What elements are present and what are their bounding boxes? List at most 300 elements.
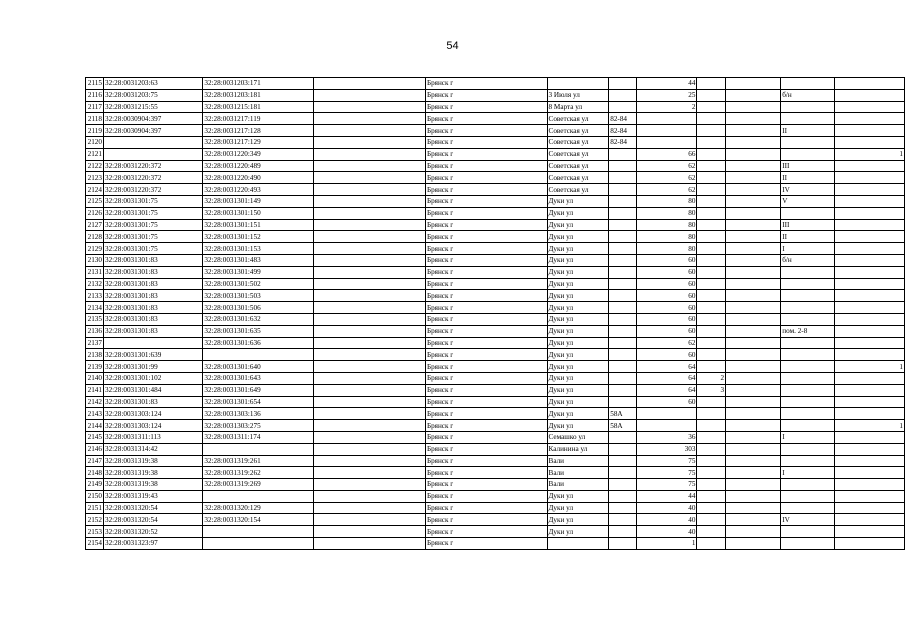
house-cell [609, 278, 637, 290]
house-cell [609, 160, 637, 172]
empty-cell [313, 455, 425, 467]
row-number-cell: 2118 [86, 113, 104, 125]
table-row [86, 372, 905, 384]
premises-cell: пом. 2-8 [781, 325, 835, 337]
building-cadastral-cell: 32:28:0031301:149 [203, 195, 313, 207]
street-cell: Дуки ул [547, 502, 609, 514]
table-row [86, 148, 905, 160]
building-cadastral-cell: 32:28:0031217:129 [203, 136, 313, 148]
premises-cell: IV [781, 514, 835, 526]
table-row [86, 207, 905, 219]
premises-cell: I [781, 431, 835, 443]
house-cell [609, 243, 637, 255]
row-number-cell: 2123 [86, 172, 104, 184]
cadastral-number-cell: 32:28:0031301:83 [103, 254, 202, 266]
house-cell [609, 101, 637, 113]
cadastral-number-cell: 32:28:0031314:42 [103, 443, 202, 455]
apartment-cell: 1 [834, 361, 904, 373]
table-row [86, 443, 905, 455]
city-cell: Брянск г [425, 89, 547, 101]
row-number-cell: 2149 [86, 479, 104, 491]
building-cadastral-cell: 32:28:0031301:640 [203, 361, 313, 373]
house-number-cell: 60 [637, 313, 697, 325]
empty-cell [313, 384, 425, 396]
empty-cell [726, 337, 781, 349]
premises-cell [781, 101, 835, 113]
cadastral-number-cell: 32:28:0031320:52 [103, 526, 202, 538]
building-cell [697, 526, 726, 538]
table-row [86, 101, 905, 113]
house-number-cell: 60 [637, 325, 697, 337]
table-row [86, 195, 905, 207]
house-number-cell: 60 [637, 278, 697, 290]
premises-cell [781, 113, 835, 125]
street-cell: Советская ул [547, 184, 609, 196]
city-cell: Брянск г [425, 538, 547, 550]
house-cell [609, 313, 637, 325]
row-number-cell: 2142 [86, 396, 104, 408]
cadastral-number-cell: 32:28:0031303:124 [103, 408, 202, 420]
empty-cell [726, 349, 781, 361]
table-row [86, 384, 905, 396]
premises-cell: V [781, 195, 835, 207]
street-cell: Дуки ул [547, 195, 609, 207]
building-cadastral-cell: 32:28:0031220:349 [203, 148, 313, 160]
premises-cell: II [781, 125, 835, 137]
house-cell [609, 184, 637, 196]
row-number-cell: 2125 [86, 195, 104, 207]
table-row [86, 490, 905, 502]
row-number-cell: 2138 [86, 349, 104, 361]
building-cadastral-cell: 32:28:0031301:503 [203, 290, 313, 302]
row-number-cell: 2121 [86, 148, 104, 160]
building-cell [697, 278, 726, 290]
premises-cell [781, 278, 835, 290]
row-number-cell: 2136 [86, 325, 104, 337]
row-number-cell: 2139 [86, 361, 104, 373]
building-cell [697, 325, 726, 337]
empty-cell [313, 361, 425, 373]
city-cell: Брянск г [425, 172, 547, 184]
empty-cell [313, 372, 425, 384]
row-number-cell: 2140 [86, 372, 104, 384]
house-cell: 82-84 [609, 125, 637, 137]
house-cell: 82-84 [609, 136, 637, 148]
building-cell [697, 89, 726, 101]
empty-cell [313, 467, 425, 479]
empty-cell [726, 184, 781, 196]
building-cell [697, 243, 726, 255]
street-cell: Дуки ул [547, 490, 609, 502]
apartment-cell [834, 136, 904, 148]
apartment-cell [834, 538, 904, 550]
building-cadastral-cell: 32:28:0031215:181 [203, 101, 313, 113]
street-cell: Дуки ул [547, 337, 609, 349]
cadastral-number-cell: 32:28:0031301:83 [103, 325, 202, 337]
table-row [86, 526, 905, 538]
apartment-cell [834, 408, 904, 420]
apartment-cell [834, 349, 904, 361]
row-number-cell: 2147 [86, 455, 104, 467]
building-cell [697, 313, 726, 325]
building-cadastral-cell: 32:28:0031217:119 [203, 113, 313, 125]
city-cell: Брянск г [425, 136, 547, 148]
apartment-cell [834, 443, 904, 455]
apartment-cell [834, 78, 904, 90]
cadastral-number-cell: 32:28:0030904:397 [103, 113, 202, 125]
street-cell: Семашко ул [547, 431, 609, 443]
row-number-cell: 2132 [86, 278, 104, 290]
house-cell [609, 172, 637, 184]
cadastral-number-cell: 32:28:0031301:639 [103, 349, 202, 361]
apartment-cell [834, 490, 904, 502]
house-cell [609, 361, 637, 373]
apartment-cell [834, 278, 904, 290]
apartment-cell [834, 160, 904, 172]
empty-cell [726, 219, 781, 231]
city-cell: Брянск г [425, 101, 547, 113]
house-number-cell: 64 [637, 361, 697, 373]
house-cell [609, 443, 637, 455]
row-number-cell: 2124 [86, 184, 104, 196]
apartment-cell: 1 [834, 148, 904, 160]
apartment-cell [834, 325, 904, 337]
empty-cell [313, 254, 425, 266]
empty-cell [313, 113, 425, 125]
house-number-cell: 60 [637, 266, 697, 278]
empty-cell [726, 538, 781, 550]
house-cell [609, 337, 637, 349]
empty-cell [726, 490, 781, 502]
apartment-cell [834, 89, 904, 101]
table-body [86, 78, 905, 550]
street-cell: Калинина ул [547, 443, 609, 455]
house-number-cell: 75 [637, 479, 697, 491]
city-cell: Брянск г [425, 408, 547, 420]
building-cell [697, 101, 726, 113]
row-number-cell: 2134 [86, 302, 104, 314]
building-cell [697, 78, 726, 90]
cadastral-number-cell: 32:28:0031301:83 [103, 396, 202, 408]
cadastral-number-cell: 32:28:0031319:38 [103, 455, 202, 467]
cadastral-number-cell: 32:28:0031303:124 [103, 420, 202, 432]
premises-cell [781, 384, 835, 396]
empty-cell [726, 136, 781, 148]
row-number-cell: 2119 [86, 125, 104, 137]
table-row [86, 361, 905, 373]
house-cell: 58А [609, 408, 637, 420]
building-cadastral-cell: 32:28:0031301:632 [203, 313, 313, 325]
house-cell [609, 266, 637, 278]
table-row [86, 243, 905, 255]
street-cell: Советская ул [547, 136, 609, 148]
apartment-cell [834, 219, 904, 231]
apartment-cell [834, 266, 904, 278]
row-number-cell: 2116 [86, 89, 104, 101]
city-cell: Брянск г [425, 302, 547, 314]
street-cell: Дуки ул [547, 408, 609, 420]
page-number: 54 [446, 40, 459, 52]
building-cell [697, 231, 726, 243]
table-row [86, 302, 905, 314]
empty-cell [313, 325, 425, 337]
building-cell [697, 337, 726, 349]
premises-cell: б/н [781, 89, 835, 101]
apartment-cell [834, 467, 904, 479]
building-cell [697, 502, 726, 514]
premises-cell [781, 266, 835, 278]
empty-cell [726, 443, 781, 455]
building-cell [697, 160, 726, 172]
empty-cell [313, 408, 425, 420]
cadastral-number-cell: 32:28:0031220:372 [103, 160, 202, 172]
apartment-cell [834, 514, 904, 526]
premises-cell [781, 78, 835, 90]
premises-cell [781, 443, 835, 455]
row-number-cell: 2153 [86, 526, 104, 538]
building-cadastral-cell: 32:28:0031319:269 [203, 479, 313, 491]
empty-cell [313, 101, 425, 113]
empty-cell [726, 396, 781, 408]
cadastral-number-cell [103, 148, 202, 160]
street-cell: Дуки ул [547, 278, 609, 290]
premises-cell [781, 396, 835, 408]
empty-cell [313, 89, 425, 101]
empty-cell [726, 467, 781, 479]
city-cell: Брянск г [425, 384, 547, 396]
empty-cell [726, 526, 781, 538]
street-cell: Дуки ул [547, 207, 609, 219]
premises-cell [781, 313, 835, 325]
premises-cell [781, 420, 835, 432]
house-cell [609, 302, 637, 314]
table-row [86, 266, 905, 278]
building-cadastral-cell: 32:28:0031301:643 [203, 372, 313, 384]
city-cell: Брянск г [425, 479, 547, 491]
table-row [86, 219, 905, 231]
row-number-cell: 2141 [86, 384, 104, 396]
house-cell [609, 396, 637, 408]
empty-cell [726, 431, 781, 443]
empty-cell [726, 78, 781, 90]
city-cell: Брянск г [425, 231, 547, 243]
cadastral-number-cell: 32:28:0031220:372 [103, 184, 202, 196]
city-cell: Брянск г [425, 431, 547, 443]
apartment-cell [834, 313, 904, 325]
row-number-cell: 2144 [86, 420, 104, 432]
house-cell [609, 207, 637, 219]
house-cell: 82-84 [609, 113, 637, 125]
building-cadastral-cell: 32:28:0031320:129 [203, 502, 313, 514]
cadastral-number-cell: 32:28:0031319:38 [103, 467, 202, 479]
building-cell [697, 467, 726, 479]
cadastral-number-cell: 32:28:0031301:83 [103, 290, 202, 302]
building-cell [697, 538, 726, 550]
street-cell: Советская ул [547, 125, 609, 137]
building-cadastral-cell: 32:28:0031301:153 [203, 243, 313, 255]
empty-cell [313, 337, 425, 349]
city-cell: Брянск г [425, 443, 547, 455]
house-number-cell: 80 [637, 231, 697, 243]
street-cell: Дуки ул [547, 219, 609, 231]
house-cell [609, 219, 637, 231]
street-cell: Советская ул [547, 172, 609, 184]
premises-cell: IV [781, 184, 835, 196]
city-cell: Брянск г [425, 160, 547, 172]
house-cell [609, 514, 637, 526]
building-cell: 3 [697, 384, 726, 396]
row-number-cell: 2145 [86, 431, 104, 443]
empty-cell [313, 231, 425, 243]
premises-cell [781, 502, 835, 514]
building-cell [697, 172, 726, 184]
cadastral-number-cell: 32:28:0031203:75 [103, 89, 202, 101]
house-cell [609, 231, 637, 243]
house-number-cell: 75 [637, 467, 697, 479]
empty-cell [313, 290, 425, 302]
apartment-cell [834, 113, 904, 125]
cadastral-number-cell: 32:28:0031301:75 [103, 231, 202, 243]
building-cadastral-cell: 32:28:0031320:154 [203, 514, 313, 526]
street-cell: Дуки ул [547, 361, 609, 373]
apartment-cell [834, 207, 904, 219]
street-cell: Дуки ул [547, 372, 609, 384]
city-cell: Брянск г [425, 349, 547, 361]
empty-cell [313, 349, 425, 361]
street-cell: Советская ул [547, 160, 609, 172]
apartment-cell [834, 337, 904, 349]
apartment-cell [834, 254, 904, 266]
apartment-cell [834, 231, 904, 243]
table-row [86, 78, 905, 90]
building-cadastral-cell: 32:28:0031220:493 [203, 184, 313, 196]
street-cell: Дуки ул [547, 384, 609, 396]
empty-cell [313, 195, 425, 207]
table-row [86, 396, 905, 408]
row-number-cell: 2117 [86, 101, 104, 113]
cadastral-number-cell: 32:28:0031301:83 [103, 313, 202, 325]
building-cell [697, 219, 726, 231]
table-row [86, 325, 905, 337]
city-cell: Брянск г [425, 526, 547, 538]
row-number-cell: 2130 [86, 254, 104, 266]
building-cadastral-cell [203, 443, 313, 455]
apartment-cell [834, 372, 904, 384]
apartment-cell [834, 125, 904, 137]
cadastral-number-cell: 32:28:0030904:397 [103, 125, 202, 137]
premises-cell: б/н [781, 254, 835, 266]
cadastral-number-cell: 32:28:0031301:83 [103, 302, 202, 314]
empty-cell [313, 160, 425, 172]
building-cadastral-cell: 32:28:0031203:181 [203, 89, 313, 101]
building-cell [697, 361, 726, 373]
cadastral-number-cell: 32:28:0031301:75 [103, 195, 202, 207]
house-number-cell: 36 [637, 431, 697, 443]
empty-cell [726, 172, 781, 184]
street-cell: Вали [547, 467, 609, 479]
city-cell: Брянск г [425, 254, 547, 266]
building-cell [697, 443, 726, 455]
building-cadastral-cell: 32:28:0031303:275 [203, 420, 313, 432]
empty-cell [313, 125, 425, 137]
building-cell [697, 125, 726, 137]
empty-cell [313, 490, 425, 502]
building-cell [697, 420, 726, 432]
house-cell [609, 372, 637, 384]
city-cell: Брянск г [425, 337, 547, 349]
house-cell [609, 195, 637, 207]
apartment-cell [834, 302, 904, 314]
empty-cell [726, 384, 781, 396]
cadastral-number-cell: 32:28:0031301:83 [103, 266, 202, 278]
street-cell: Дуки ул [547, 420, 609, 432]
row-number-cell: 2146 [86, 443, 104, 455]
city-cell: Брянск г [425, 207, 547, 219]
premises-cell [781, 479, 835, 491]
house-number-cell: 80 [637, 219, 697, 231]
city-cell: Брянск г [425, 219, 547, 231]
empty-cell [726, 290, 781, 302]
table-row [86, 514, 905, 526]
empty-cell [726, 361, 781, 373]
premises-cell [781, 490, 835, 502]
empty-cell [313, 396, 425, 408]
building-cadastral-cell: 32:28:0031220:490 [203, 172, 313, 184]
cadastral-number-cell: 32:28:0031319:43 [103, 490, 202, 502]
cadastral-number-cell: 32:28:0031301:484 [103, 384, 202, 396]
building-cadastral-cell: 32:28:0031301:635 [203, 325, 313, 337]
empty-cell [726, 101, 781, 113]
empty-cell [726, 502, 781, 514]
street-cell: Дуки ул [547, 302, 609, 314]
cadastral-number-cell: 32:28:0031301:75 [103, 243, 202, 255]
row-number-cell: 2151 [86, 502, 104, 514]
house-number-cell [637, 113, 697, 125]
city-cell: Брянск г [425, 514, 547, 526]
empty-cell [726, 89, 781, 101]
city-cell: Брянск г [425, 266, 547, 278]
premises-cell: III [781, 160, 835, 172]
cadastral-number-cell: 32:28:0031301:99 [103, 361, 202, 373]
building-cell [697, 479, 726, 491]
street-cell: Дуки ул [547, 243, 609, 255]
premises-cell [781, 207, 835, 219]
premises-cell [781, 302, 835, 314]
table-row [86, 455, 905, 467]
city-cell: Брянск г [425, 372, 547, 384]
table-row [86, 538, 905, 550]
table-row [86, 408, 905, 420]
table-row [86, 479, 905, 491]
table-row [86, 113, 905, 125]
apartment-cell [834, 184, 904, 196]
building-cadastral-cell: 32:28:0031301:502 [203, 278, 313, 290]
city-cell: Брянск г [425, 502, 547, 514]
empty-cell [726, 302, 781, 314]
house-number-cell: 64 [637, 372, 697, 384]
house-number-cell: 60 [637, 396, 697, 408]
empty-cell [726, 207, 781, 219]
street-cell: Дуки ул [547, 231, 609, 243]
empty-cell [313, 148, 425, 160]
empty-cell [726, 148, 781, 160]
premises-cell [781, 372, 835, 384]
empty-cell [313, 514, 425, 526]
row-number-cell: 2150 [86, 490, 104, 502]
empty-cell [726, 231, 781, 243]
city-cell: Брянск г [425, 467, 547, 479]
empty-cell [726, 408, 781, 420]
